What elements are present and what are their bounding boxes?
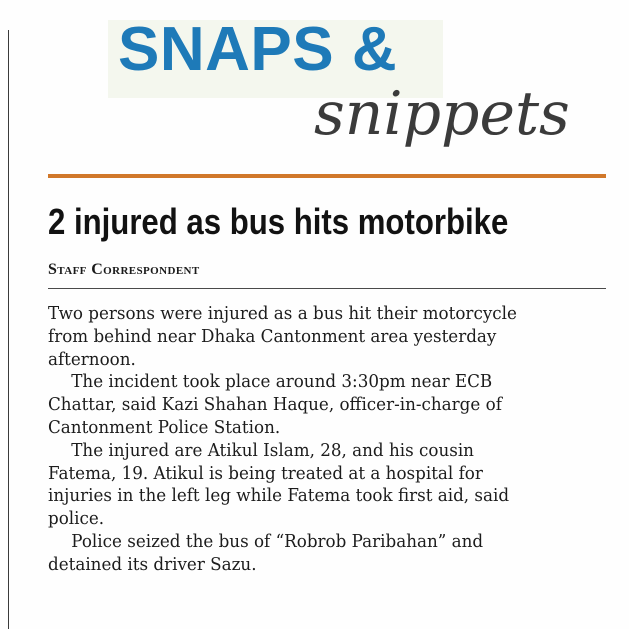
masthead-subtitle: snippets <box>314 79 570 149</box>
article-line: Chattar, said Kazi Shahan Haque, officer-in-charge of <box>48 394 502 416</box>
article-paragraph <box>48 531 614 577</box>
masthead-rule <box>48 174 606 178</box>
byline-rule <box>48 288 606 289</box>
article-headline: 2 injured as bus hits motorbike <box>48 201 509 242</box>
article-byline: Staff Correspondent <box>48 261 200 278</box>
article-line: Fatema, 19. Atikul is being treated at a hospital for <box>48 462 483 484</box>
article-body <box>48 303 614 577</box>
article-paragraph <box>48 303 614 371</box>
article-line: Two persons were injured as a bus hit their motorcycle <box>48 303 517 324</box>
article-line: Police seized the bus of “Robrob Paribahan” and <box>71 530 484 552</box>
article-line: police. <box>48 508 105 530</box>
article-line: injuries in the left leg while Fatema took first aid, said <box>48 485 510 507</box>
article-line: from behind near Dhaka Cantonment area yesterday <box>48 325 497 347</box>
article-line: The incident took place around 3:30pm near ECB <box>71 371 493 393</box>
masthead-title: SNAPS & <box>118 15 398 84</box>
article-line: Cantonment Police Station. <box>48 416 281 438</box>
column-divider <box>8 30 9 629</box>
article-line: detained its driver Sazu. <box>48 553 257 575</box>
article-line: The injured are Atikul Islam, 28, and his cousin <box>71 439 474 461</box>
article-line: afternoon. <box>48 348 136 370</box>
article-paragraph <box>48 440 614 531</box>
article-paragraph <box>48 371 614 439</box>
